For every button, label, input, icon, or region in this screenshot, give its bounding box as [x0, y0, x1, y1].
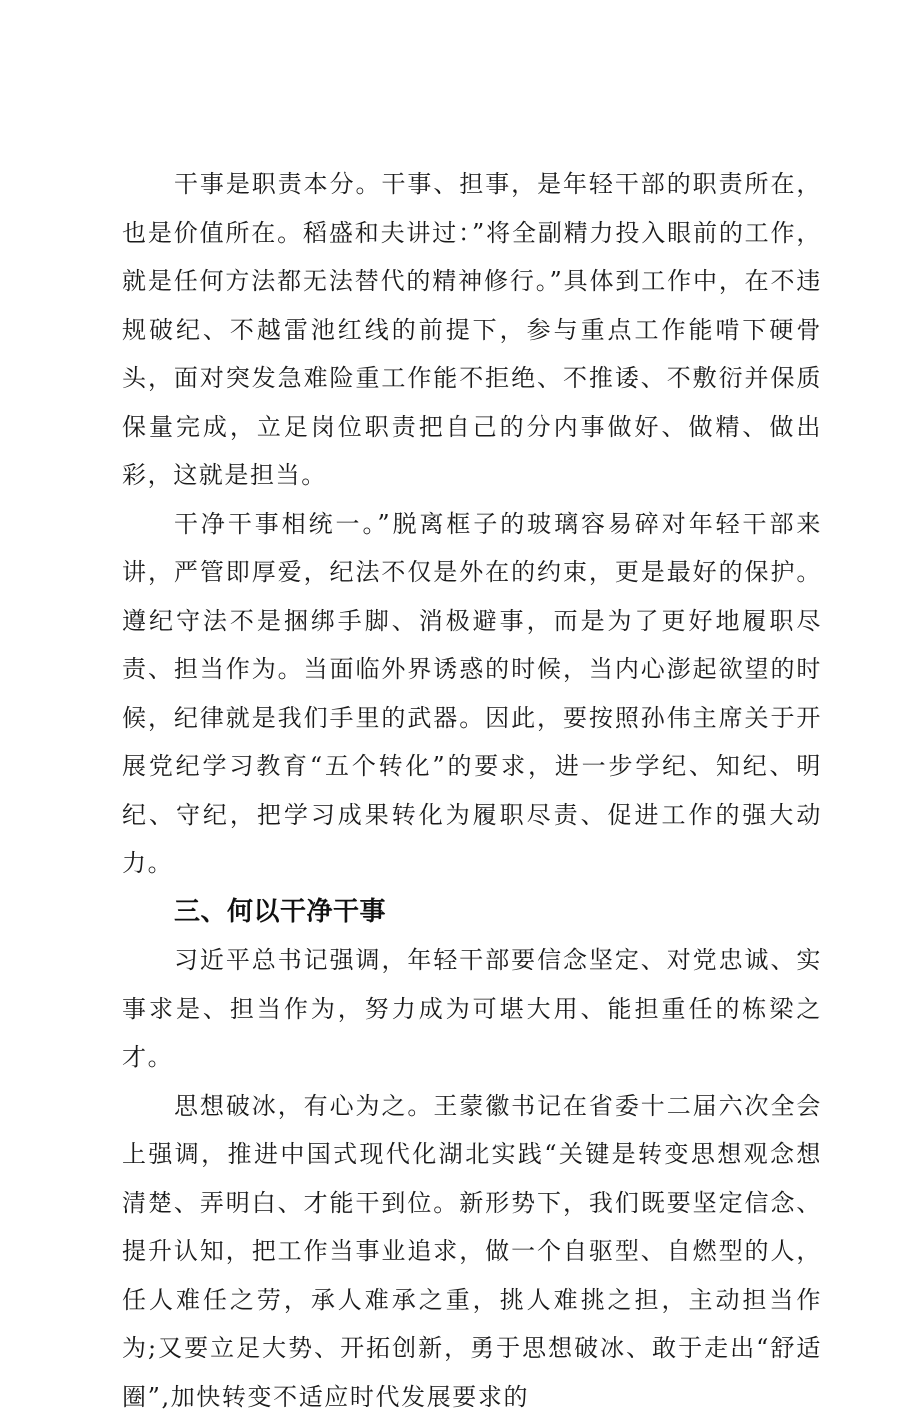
paragraph-thought-breakthrough: 思想破冰，有心为之。王蒙徽书记在省委十二届六次全会上强调，推进中国式现代化湖北实践“关键是转变思想观念想清楚、弄明白、才能干到位。新形势下，我们既要坚定信念、提升认知，把工作当事业追求，做一个自驱型、自燃型的人，任人难任之劳，承人难承之重，挑人难挑之担，主动担当作为;又要立足大势、开拓创新，勇于思想破冰、敢于走出“舒适圈”,加快转变不适应时代发展要求的 — [122, 1082, 822, 1421]
section-heading: 三、何以干净干事 — [122, 888, 822, 937]
paragraph-discipline: 干净干事相统一。”脱离框子的玻璃容易碎对年轻干部来讲，严管即厚爱，纪法不仅是外在的约束，更是最好的保护。遵纪守法不是捆绑手脚、消极避事，而是为了更好地履职尽责、担当作为。当面临外界诱惑的时候，当内心澎起欲望的时候，纪律就是我们手里的武器。因此，要按照孙伟主席关于开展党纪学习教育“五个转化”的要求，进一步学纪、知纪、明纪、守纪，把学习成果转化为履职尽责、促进工作的强大动力。 — [122, 500, 822, 888]
paragraph-xi-emphasis: 习近平总书记强调，年轻干部要信念坚定、对党忠诚、实事求是、担当作为，努力成为可堪大用、能担重任的栋梁之才。 — [122, 936, 822, 1082]
paragraph-duty: 干事是职责本分。干事、担事，是年轻干部的职责所在，也是价值所在。稻盛和夫讲过：”将全副精力投入眼前的工作，就是任何方法都无法替代的精神修行。”具体到工作中，在不违规破纪、不越雷池红线的前提下，参与重点工作能啃下硬骨头，面对突发急难险重工作能不拒绝、不推诿、不敷衍并保质保量完成，立足岗位职责把自己的分内事做好、做精、做出彩，这就是担当。 — [122, 160, 822, 500]
document-body — [122, 160, 822, 1421]
